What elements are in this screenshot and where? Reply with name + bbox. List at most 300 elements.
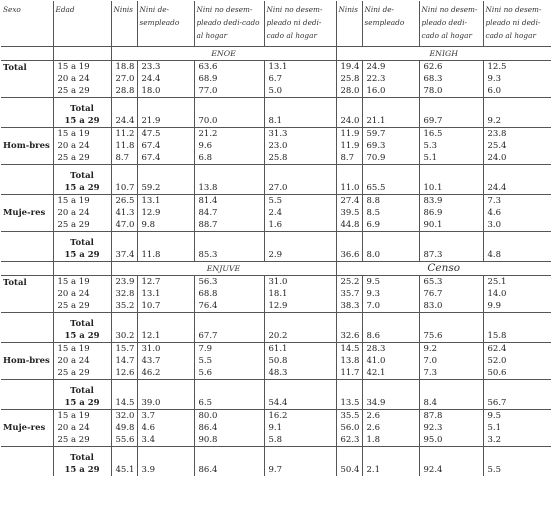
total-value-cell: 12.1 xyxy=(137,330,194,343)
value-cell: 28.8 xyxy=(111,85,137,98)
value-cell: 43.7 xyxy=(137,355,194,367)
table-row xyxy=(1,128,551,141)
total-spacer xyxy=(1,380,53,398)
value-cell: 8.8 xyxy=(362,195,419,208)
total-spacer xyxy=(483,447,551,465)
value-cell: 56.3 xyxy=(194,276,264,289)
total-spacer xyxy=(362,165,419,183)
total-value-cell: 13.8 xyxy=(194,182,264,195)
value-cell: 78.0 xyxy=(419,85,483,98)
total-row xyxy=(1,313,551,331)
total-row xyxy=(1,98,551,116)
total-label-line2: 15 a 29 xyxy=(53,330,111,343)
total-value-cell: 24.4 xyxy=(483,182,551,195)
value-cell: 8.7 xyxy=(336,152,362,165)
total-spacer xyxy=(336,313,362,331)
survey-spacer xyxy=(53,47,111,61)
value-cell: 70.9 xyxy=(362,152,419,165)
total-spacer xyxy=(194,232,264,250)
total-value-cell: 4.8 xyxy=(483,249,551,262)
value-cell: 15.7 xyxy=(111,343,137,356)
value-cell: 14.7 xyxy=(111,355,137,367)
value-cell: 68.9 xyxy=(194,73,264,85)
value-cell: 48.3 xyxy=(264,367,336,380)
total-value-cell: 27.0 xyxy=(264,182,336,195)
total-value-cell: 37.4 xyxy=(111,249,137,262)
age-cell: 25 a 29 xyxy=(53,85,111,98)
table-row xyxy=(1,288,551,300)
total-spacer xyxy=(1,232,53,250)
value-cell: 41.3 xyxy=(111,207,137,219)
survey-spacer xyxy=(1,47,53,61)
total-row xyxy=(1,182,551,195)
total-value-cell: 24.0 xyxy=(336,115,362,128)
value-cell: 25.1 xyxy=(483,276,551,289)
value-cell: 25.8 xyxy=(336,73,362,85)
value-cell: 28.0 xyxy=(336,85,362,98)
total-spacer xyxy=(1,115,53,128)
total-value-cell: 30.2 xyxy=(111,330,137,343)
value-cell: 88.7 xyxy=(194,219,264,232)
value-cell: 16.0 xyxy=(362,85,419,98)
value-cell: 9.1 xyxy=(264,422,336,434)
value-cell: 25.8 xyxy=(264,152,336,165)
table-row xyxy=(1,276,551,289)
total-value-cell: 92.4 xyxy=(419,464,483,476)
total-value-cell: 8.1 xyxy=(264,115,336,128)
value-cell: 14.0 xyxy=(483,288,551,300)
value-cell: 63.6 xyxy=(194,61,264,74)
age-cell: 20 a 24 xyxy=(53,355,111,367)
total-label-line1: Total xyxy=(53,380,111,398)
header-hogar-a: Nini no desem-pleado dedi-cado al hogar xyxy=(194,1,264,47)
total-value-cell: 70.0 xyxy=(194,115,264,128)
value-cell: 12.9 xyxy=(264,300,336,313)
value-cell: 23.0 xyxy=(264,140,336,152)
value-cell: 35.5 xyxy=(336,410,362,423)
total-spacer xyxy=(264,232,336,250)
total-spacer xyxy=(362,313,419,331)
table-row xyxy=(1,219,551,232)
total-spacer xyxy=(1,330,53,343)
value-cell: 76.4 xyxy=(194,300,264,313)
total-value-cell: 45.1 xyxy=(111,464,137,476)
value-cell: 9.5 xyxy=(362,276,419,289)
value-cell: 11.2 xyxy=(111,128,137,141)
total-spacer xyxy=(1,313,53,331)
value-cell: 6.7 xyxy=(264,73,336,85)
total-spacer xyxy=(362,380,419,398)
table-row xyxy=(1,300,551,313)
total-value-cell: 8.6 xyxy=(362,330,419,343)
value-cell: 12.7 xyxy=(137,276,194,289)
value-cell: 23.9 xyxy=(111,276,137,289)
value-cell: 77.0 xyxy=(194,85,264,98)
total-value-cell: 13.5 xyxy=(336,397,362,410)
value-cell: 5.5 xyxy=(194,355,264,367)
value-cell: 11.8 xyxy=(111,140,137,152)
value-cell: 1.8 xyxy=(362,434,419,447)
total-value-cell: 34.9 xyxy=(362,397,419,410)
nini-statistics-table xyxy=(1,1,551,476)
value-cell: 50.6 xyxy=(483,367,551,380)
total-spacer xyxy=(1,447,53,465)
total-spacer xyxy=(137,98,194,116)
header-desempleado-b: Nini de-sempleado xyxy=(362,1,419,47)
age-cell: 20 a 24 xyxy=(53,422,111,434)
total-spacer xyxy=(137,232,194,250)
age-cell: 15 a 19 xyxy=(53,343,111,356)
table-row xyxy=(1,434,551,447)
total-spacer xyxy=(264,380,336,398)
value-cell: 5.8 xyxy=(264,434,336,447)
value-cell: 47.5 xyxy=(137,128,194,141)
total-spacer xyxy=(336,447,362,465)
value-cell: 7.3 xyxy=(483,195,551,208)
value-cell: 27.4 xyxy=(336,195,362,208)
value-cell: 69.3 xyxy=(362,140,419,152)
total-spacer xyxy=(137,447,194,465)
total-spacer xyxy=(111,447,137,465)
table-row xyxy=(1,207,551,219)
total-value-cell: 9.2 xyxy=(483,115,551,128)
value-cell: 4.6 xyxy=(137,422,194,434)
value-cell: 5.5 xyxy=(264,195,336,208)
total-label-line2: 15 a 29 xyxy=(53,397,111,410)
total-value-cell: 10.1 xyxy=(419,182,483,195)
total-value-cell: 11.0 xyxy=(336,182,362,195)
group-label-hombres: Hom-bres xyxy=(1,128,53,165)
total-value-cell: 5.5 xyxy=(483,464,551,476)
age-cell: 25 a 29 xyxy=(53,367,111,380)
value-cell: 65.3 xyxy=(419,276,483,289)
total-value-cell: 3.9 xyxy=(137,464,194,476)
table-row xyxy=(1,355,551,367)
value-cell: 9.5 xyxy=(483,410,551,423)
value-cell: 31.0 xyxy=(264,276,336,289)
total-value-cell: 21.9 xyxy=(137,115,194,128)
value-cell: 5.1 xyxy=(483,422,551,434)
age-cell: 15 a 19 xyxy=(53,276,111,289)
value-cell: 13.8 xyxy=(336,355,362,367)
value-cell: 13.1 xyxy=(137,288,194,300)
total-value-cell: 10.7 xyxy=(111,182,137,195)
total-value-cell: 56.7 xyxy=(483,397,551,410)
total-row xyxy=(1,330,551,343)
value-cell: 22.3 xyxy=(362,73,419,85)
value-cell: 19.4 xyxy=(336,61,362,74)
age-cell: 15 a 19 xyxy=(53,410,111,423)
total-spacer xyxy=(1,397,53,410)
value-cell: 2.6 xyxy=(362,422,419,434)
total-spacer xyxy=(194,447,264,465)
value-cell: 5.3 xyxy=(419,140,483,152)
total-spacer xyxy=(419,232,483,250)
header-sexo: Sexo xyxy=(3,5,21,14)
value-cell: 68.8 xyxy=(194,288,264,300)
value-cell: 76.7 xyxy=(419,288,483,300)
survey-spacer xyxy=(53,262,111,276)
group-label-hombres: Hom-bres xyxy=(1,343,53,380)
value-cell: 8.5 xyxy=(362,207,419,219)
age-cell: 15 a 19 xyxy=(53,128,111,141)
total-spacer xyxy=(111,232,137,250)
value-cell: 62.3 xyxy=(336,434,362,447)
age-cell: 25 a 29 xyxy=(53,300,111,313)
total-spacer xyxy=(336,165,362,183)
total-value-cell: 9.7 xyxy=(264,464,336,476)
value-cell: 12.5 xyxy=(483,61,551,74)
age-cell: 20 a 24 xyxy=(53,140,111,152)
value-cell: 87.8 xyxy=(419,410,483,423)
total-spacer xyxy=(111,98,137,116)
table-row xyxy=(1,73,551,85)
value-cell: 86.4 xyxy=(194,422,264,434)
total-value-cell: 20.2 xyxy=(264,330,336,343)
total-spacer xyxy=(336,98,362,116)
total-spacer xyxy=(194,98,264,116)
value-cell: 14.5 xyxy=(336,343,362,356)
value-cell: 67.4 xyxy=(137,140,194,152)
total-spacer xyxy=(194,313,264,331)
survey-name-enoe: ENOE xyxy=(111,47,336,61)
value-cell: 12.6 xyxy=(111,367,137,380)
age-cell: 15 a 19 xyxy=(53,61,111,74)
group-label-total: Total xyxy=(1,276,53,313)
value-cell: 1.6 xyxy=(264,219,336,232)
total-spacer xyxy=(419,98,483,116)
value-cell: 68.3 xyxy=(419,73,483,85)
table-row xyxy=(1,152,551,165)
value-cell: 46.2 xyxy=(137,367,194,380)
total-spacer xyxy=(264,313,336,331)
total-spacer xyxy=(111,165,137,183)
value-cell: 24.4 xyxy=(137,73,194,85)
value-cell: 3.4 xyxy=(137,434,194,447)
value-cell: 11.7 xyxy=(336,367,362,380)
total-row xyxy=(1,249,551,262)
total-spacer xyxy=(194,380,264,398)
value-cell: 18.1 xyxy=(264,288,336,300)
table-row xyxy=(1,367,551,380)
value-cell: 9.8 xyxy=(137,219,194,232)
total-label-line1: Total xyxy=(53,232,111,250)
table-row xyxy=(1,410,551,423)
total-spacer xyxy=(336,232,362,250)
value-cell: 90.8 xyxy=(194,434,264,447)
total-value-cell: 36.6 xyxy=(336,249,362,262)
age-cell: 25 a 29 xyxy=(53,434,111,447)
header-no-hogar-a: Nini no desem-pleado ni dedi-cado al hogar xyxy=(264,1,336,47)
table-body xyxy=(1,1,551,476)
total-value-cell: 59.2 xyxy=(137,182,194,195)
value-cell: 3.7 xyxy=(137,410,194,423)
age-cell: 20 a 24 xyxy=(53,73,111,85)
total-spacer xyxy=(1,464,53,476)
age-cell: 20 a 24 xyxy=(53,288,111,300)
survey-row xyxy=(1,262,551,276)
total-spacer xyxy=(483,98,551,116)
total-value-cell: 75.6 xyxy=(419,330,483,343)
value-cell: 39.5 xyxy=(336,207,362,219)
table-row xyxy=(1,61,551,74)
total-value-cell: 21.1 xyxy=(362,115,419,128)
total-value-cell: 24.4 xyxy=(111,115,137,128)
value-cell: 59.7 xyxy=(362,128,419,141)
total-row xyxy=(1,165,551,183)
value-cell: 35.2 xyxy=(111,300,137,313)
total-label-line1: Total xyxy=(53,98,111,116)
value-cell: 13.1 xyxy=(137,195,194,208)
total-row xyxy=(1,397,551,410)
total-value-cell: 2.1 xyxy=(362,464,419,476)
header-ninis-b: Ninis xyxy=(336,1,362,47)
total-spacer xyxy=(419,165,483,183)
value-cell: 2.6 xyxy=(362,410,419,423)
survey-name-enigh: ENIGH xyxy=(336,47,551,61)
survey-name-enjuve: ENJUVE xyxy=(111,262,336,276)
total-spacer xyxy=(137,313,194,331)
value-cell: 44.8 xyxy=(336,219,362,232)
value-cell: 81.4 xyxy=(194,195,264,208)
header-no-hogar-b: Nini no desem-pleado ni dedi-cado al hogar xyxy=(483,1,551,47)
value-cell: 61.1 xyxy=(264,343,336,356)
value-cell: 10.7 xyxy=(137,300,194,313)
value-cell: 12.9 xyxy=(137,207,194,219)
value-cell: 25.2 xyxy=(336,276,362,289)
value-cell: 52.0 xyxy=(483,355,551,367)
value-cell: 67.4 xyxy=(137,152,194,165)
total-value-cell: 15.8 xyxy=(483,330,551,343)
table-row xyxy=(1,195,551,208)
value-cell: 31.0 xyxy=(137,343,194,356)
total-row xyxy=(1,464,551,476)
survey-spacer xyxy=(1,262,53,276)
value-cell: 55.6 xyxy=(111,434,137,447)
value-cell: 56.0 xyxy=(336,422,362,434)
total-row xyxy=(1,447,551,465)
group-label-total: Total xyxy=(1,61,53,98)
value-cell: 5.1 xyxy=(419,152,483,165)
value-cell: 18.8 xyxy=(111,61,137,74)
value-cell: 27.0 xyxy=(111,73,137,85)
value-cell: 6.0 xyxy=(483,85,551,98)
total-row xyxy=(1,380,551,398)
value-cell: 83.0 xyxy=(419,300,483,313)
value-cell: 13.1 xyxy=(264,61,336,74)
value-cell: 38.3 xyxy=(336,300,362,313)
value-cell: 42.1 xyxy=(362,367,419,380)
total-spacer xyxy=(362,98,419,116)
total-spacer xyxy=(483,165,551,183)
total-value-cell: 2.9 xyxy=(264,249,336,262)
total-spacer xyxy=(264,447,336,465)
table-row xyxy=(1,422,551,434)
value-cell: 9.9 xyxy=(483,300,551,313)
total-value-cell: 69.7 xyxy=(419,115,483,128)
table-row xyxy=(1,85,551,98)
value-cell: 11.9 xyxy=(336,128,362,141)
header-ninis-a: Ninis xyxy=(111,1,137,47)
value-cell: 62.6 xyxy=(419,61,483,74)
value-cell: 3.0 xyxy=(483,219,551,232)
total-value-cell: 67.7 xyxy=(194,330,264,343)
value-cell: 7.3 xyxy=(419,367,483,380)
total-row xyxy=(1,232,551,250)
total-spacer xyxy=(1,182,53,195)
total-spacer xyxy=(1,165,53,183)
value-cell: 7.0 xyxy=(419,355,483,367)
total-label-line2: 15 a 29 xyxy=(53,182,111,195)
header-hogar-b: Nini no desem-pleado dedi-cado al hogar xyxy=(419,1,483,47)
value-cell: 11.9 xyxy=(336,140,362,152)
value-cell: 16.2 xyxy=(264,410,336,423)
total-value-cell: 32.6 xyxy=(336,330,362,343)
value-cell: 50.8 xyxy=(264,355,336,367)
total-spacer xyxy=(264,165,336,183)
total-value-cell: 65.5 xyxy=(362,182,419,195)
total-spacer xyxy=(483,313,551,331)
value-cell: 84.7 xyxy=(194,207,264,219)
total-label-line2: 15 a 29 xyxy=(53,249,111,262)
value-cell: 7.0 xyxy=(362,300,419,313)
total-spacer xyxy=(264,98,336,116)
total-spacer xyxy=(111,380,137,398)
value-cell: 24.0 xyxy=(483,152,551,165)
total-value-cell: 87.3 xyxy=(419,249,483,262)
value-cell: 16.5 xyxy=(419,128,483,141)
value-cell: 49.8 xyxy=(111,422,137,434)
total-spacer xyxy=(419,380,483,398)
total-spacer xyxy=(419,313,483,331)
total-value-cell: 6.5 xyxy=(194,397,264,410)
total-spacer xyxy=(137,380,194,398)
value-cell: 4.6 xyxy=(483,207,551,219)
age-cell: 20 a 24 xyxy=(53,207,111,219)
value-cell: 18.0 xyxy=(137,85,194,98)
value-cell: 80.0 xyxy=(194,410,264,423)
survey-name-censo: Censo xyxy=(336,262,551,276)
group-label-mujeres: Muje-res xyxy=(1,410,53,447)
total-value-cell: 86.4 xyxy=(194,464,264,476)
age-cell: 15 a 19 xyxy=(53,195,111,208)
age-cell: 25 a 29 xyxy=(53,152,111,165)
value-cell: 24.9 xyxy=(362,61,419,74)
value-cell: 23.3 xyxy=(137,61,194,74)
total-row xyxy=(1,115,551,128)
table-row xyxy=(1,343,551,356)
value-cell: 2.4 xyxy=(264,207,336,219)
total-spacer xyxy=(362,232,419,250)
total-label-line2: 15 a 29 xyxy=(53,115,111,128)
value-cell: 9.3 xyxy=(483,73,551,85)
age-cell: 25 a 29 xyxy=(53,219,111,232)
value-cell: 95.0 xyxy=(419,434,483,447)
value-cell: 6.8 xyxy=(194,152,264,165)
total-spacer xyxy=(137,165,194,183)
value-cell: 7.9 xyxy=(194,343,264,356)
total-value-cell: 8.4 xyxy=(419,397,483,410)
total-value-cell: 14.5 xyxy=(111,397,137,410)
header-edad: Edad xyxy=(53,1,111,47)
value-cell: 31.3 xyxy=(264,128,336,141)
total-spacer xyxy=(419,447,483,465)
value-cell: 47.0 xyxy=(111,219,137,232)
total-value-cell: 8.0 xyxy=(362,249,419,262)
value-cell: 5.6 xyxy=(194,367,264,380)
value-cell: 90.1 xyxy=(419,219,483,232)
value-cell: 32.8 xyxy=(111,288,137,300)
